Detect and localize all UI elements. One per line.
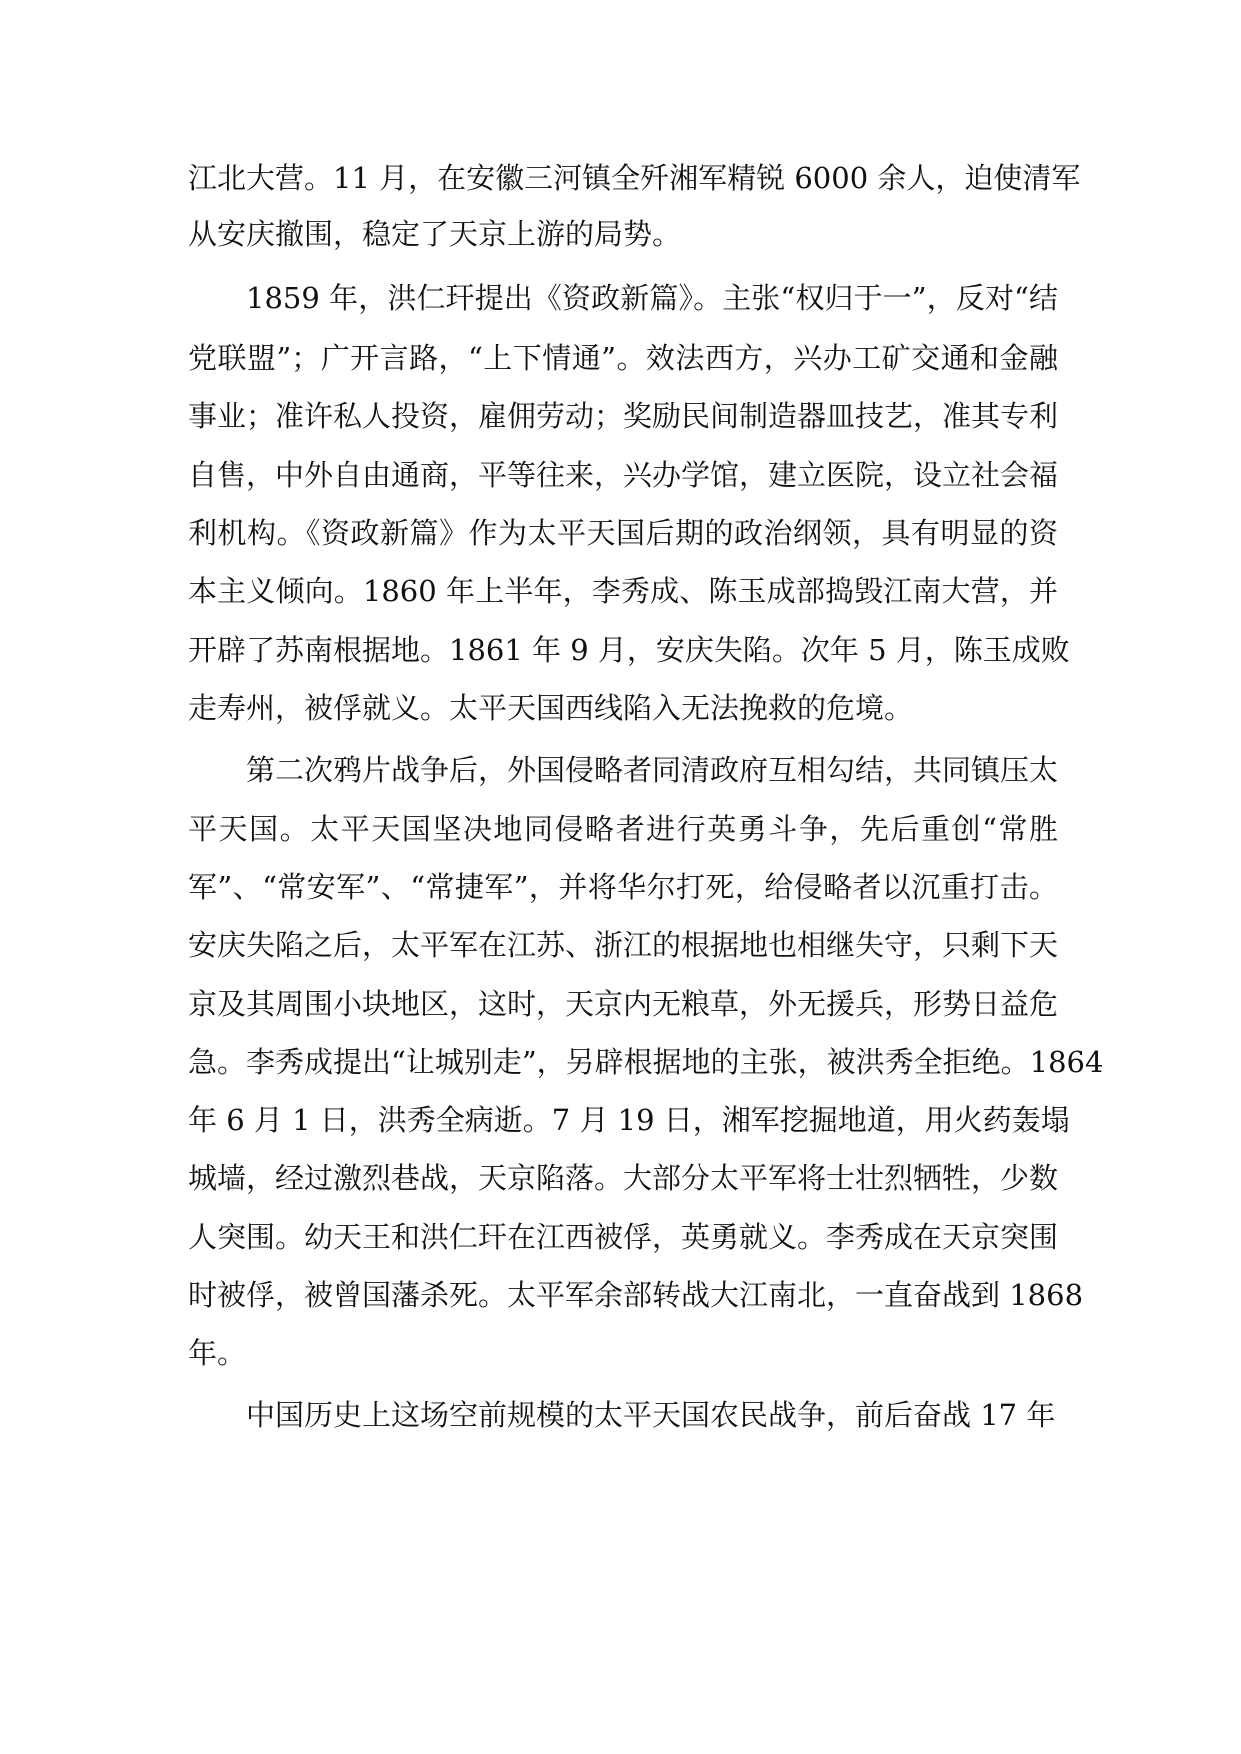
- text-line: 利机构。《资政新篇》作为太平天国后期的政治纲领，具有明显的资: [188, 516, 1058, 550]
- text-line: 年。: [188, 1336, 247, 1370]
- paragraph-start-line: 1859 年，洪仁玕提出《资政新篇》。主张“权归于一”，反对“结: [246, 281, 1058, 315]
- text-line: 江北大营。11 月，在安徽三河镇全歼湘军精锐 6000 余人，迫使清军: [188, 161, 1081, 195]
- text-line: 年 6 月 1 日，洪秀全病逝。7 月 19 日，湘军挖掘地道，用火药轰塌: [188, 1103, 1070, 1137]
- text-line: 党联盟”；广开言路，“上下情通”。效法西方，兴办工矿交通和金融: [188, 341, 1058, 375]
- text-line: 急。李秀成提出“让城别走”，另辟根据地的主张，被洪秀全拒绝。1864: [188, 1045, 1104, 1079]
- text-line: 平天国。太平天国坚决地同侵略者进行英勇斗争，先后重创“常胜: [188, 812, 1058, 846]
- text-line: 安庆失陷之后，太平军在江苏、浙江的根据地也相继失守，只剩下天: [188, 928, 1059, 962]
- text-line: 时被俘，被曾国藩杀死。太平军余部转战大江南北，一直奋战到 1868: [188, 1278, 1084, 1312]
- paragraph-start-line: 中国历史上这场空前规模的太平天国农民战争，前后奋战 17 年: [246, 1398, 1056, 1432]
- text-line: 走寿州，被俘就义。太平天国西线陷入无法挽救的危境。: [188, 691, 914, 725]
- text-line: 开辟了苏南根据地。1861 年 9 月，安庆失陷。次年 5 月，陈玉成败: [188, 633, 1070, 667]
- text-line: 城墙，经过激烈巷战，天京陷落。大部分太平军将士壮烈牺牲，少数: [188, 1161, 1059, 1195]
- text-line: 本主义倾向。1860 年上半年，李秀成、陈玉成部捣毁江南大营，并: [188, 574, 1058, 608]
- text-line: 人突围。幼天王和洪仁玕在江西被俘，英勇就义。李秀成在天京突围: [188, 1220, 1059, 1254]
- text-line: 事业；准许私人投资，雇佣劳动；奖励民间制造器皿技艺，准其专利: [188, 399, 1059, 433]
- text-line: 军”、“常安军”、“常捷军”，并将华尔打死，给侵略者以沉重打击。: [188, 870, 1058, 904]
- text-line: 自售，中外自由通商，平等往来，兴办学馆，建立医院，设立社会福: [188, 458, 1059, 492]
- paragraph-start-line: 第二次鸦片战争后，外国侵略者同清政府互相勾结，共同镇压太: [246, 753, 1059, 787]
- text-line: 从安庆撤围，稳定了天京上游的局势。: [188, 217, 682, 251]
- text-line: 京及其周围小块地区，这时，天京内无粮草，外无援兵，形势日益危: [188, 987, 1059, 1021]
